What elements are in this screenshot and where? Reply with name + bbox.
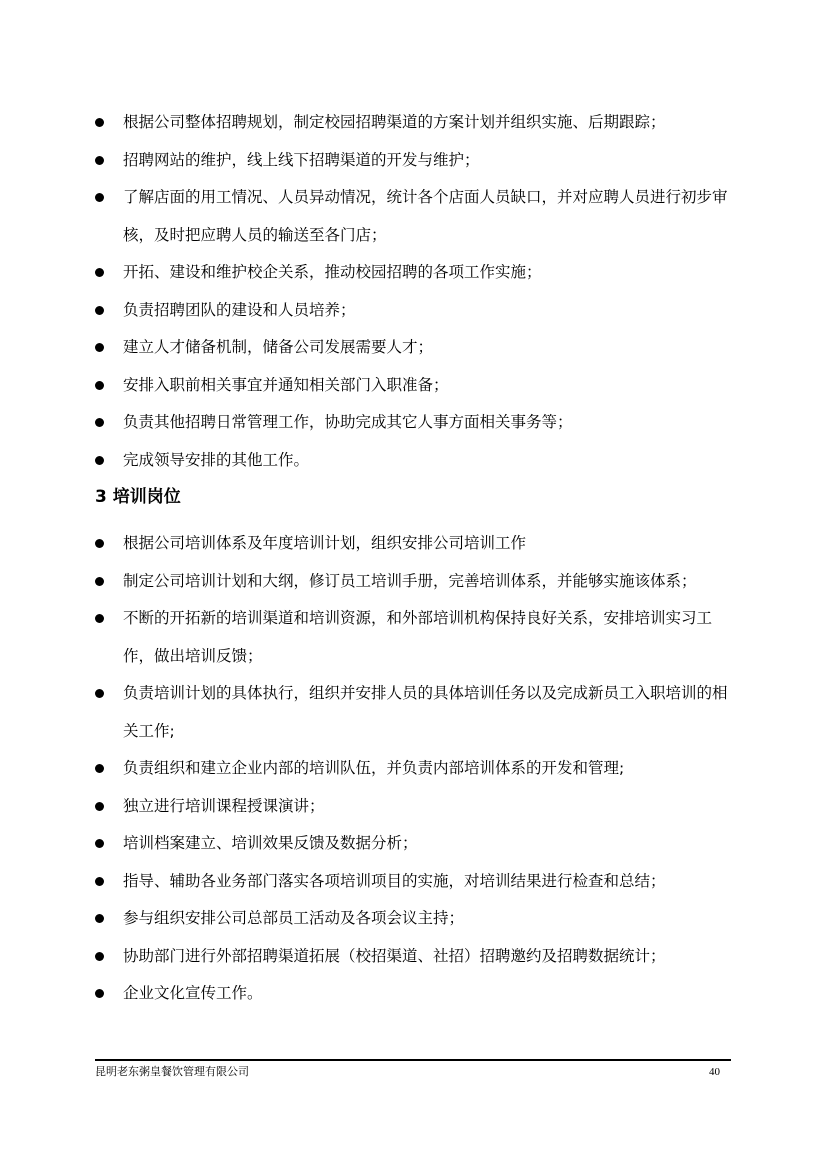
list-item [95,179,735,254]
bullet-icon [95,577,104,586]
list-item [95,900,735,938]
section-heading: 3 培训岗位 [95,487,181,507]
bullet-icon [95,839,104,848]
list-item-text: 负责组织和建立企业内部的培训队伍，并负责内部培训体系的开发和管理; [123,759,625,777]
bullet-icon [95,118,104,127]
list-item [95,329,735,367]
list-item [95,563,735,601]
list-item [95,863,735,901]
list-item-text: 开拓、建设和维护校企关系，推动校园招聘的各项工作实施； [123,263,542,281]
training-duties-list [95,525,735,1013]
list-item-text: 完成领导安排的其他工作。 [123,450,310,469]
bullet-icon [95,764,104,773]
list-item [95,292,735,330]
bullet-icon [95,802,104,811]
list-item [95,600,735,675]
page-number: 40 [709,1066,720,1078]
list-item [95,675,735,750]
list-item-text: 负责招聘团队的建设和人员培养； [123,300,356,319]
list-item [95,104,735,142]
list-item [95,442,735,480]
bullet-icon [95,343,104,352]
list-item [95,825,735,863]
list-item-text: 指导、辅助各业务部门落实各项培训项目的实施，对培训结果进行检查和总结； [123,871,666,890]
list-item-text: 独立进行培训课程授课演讲； [123,796,325,815]
list-item-text: 了解店面的用工情况、人员异动情况，统计各个店面人员缺口，并对应聘人员进行初步审核，及时把应聘人员的输送至各门店； [123,188,728,244]
footer-divider [95,1059,731,1061]
bullet-icon [95,689,104,698]
list-item-text: 招聘网站的维护，线上线下招聘渠道的开发与维护； [123,150,480,169]
bullet-icon [95,306,104,315]
list-item-text: 根据公司整体招聘规划，制定校园招聘渠道的方案计划并组织实施、后期跟踪； [123,113,666,131]
list-item-text: 参与组织安排公司总部员工活动及各项会议主持； [123,909,465,927]
list-item-text: 培训档案建立、培训效果反馈及数据分析； [123,834,418,852]
bullet-icon [95,877,104,886]
list-item [95,367,735,405]
bullet-icon [95,614,104,623]
list-item-text: 企业文化宣传工作。 [123,984,263,1002]
list-item [95,525,735,563]
list-item-text: 制定公司培训计划和大纲，修订员工培训手册，完善培训体系，并能够实施该体系； [123,571,697,590]
list-item-text: 不断的开拓新的培训渠道和培训资源，和外部培训机构保持良好关系，安排培训实习工作，做出培训反馈； [123,609,713,665]
list-item [95,788,735,826]
bullet-icon [95,193,104,202]
list-item-text: 负责培训计划的具体执行，组织并安排人员的具体培训任务以及完成新员工入职培训的相关工作; [123,684,728,740]
bullet-icon [95,456,104,465]
bullet-icon [95,156,104,165]
bullet-icon [95,914,104,923]
list-item-text: 协助部门进行外部招聘渠道拓展（校招渠道、社招）招聘邀约及招聘数据统计； [123,946,666,965]
bullet-icon [95,989,104,998]
list-item [95,254,735,292]
list-item-text: 安排入职前相关事宜并通知相关部门入职准备； [123,375,449,394]
list-item [95,750,735,788]
bullet-icon [95,381,104,390]
footer-company-name: 昆明老东粥皇餐饮管理有限公司 [95,1065,249,1078]
bullet-icon [95,952,104,961]
list-item [95,404,735,442]
bullet-icon [95,418,104,427]
list-item-text: 负责其他招聘日常管理工作，协助完成其它人事方面相关事务等； [123,413,573,431]
list-item-text: 根据公司培训体系及年度培训计划，组织安排公司培训工作 [123,534,527,552]
list-item [95,938,735,976]
bullet-icon [95,539,104,548]
list-item-text: 建立人才储备机制，储备公司发展需要人才； [123,338,434,356]
recruitment-duties-list [95,104,735,479]
list-item [95,142,735,180]
list-item [95,975,735,1013]
bullet-icon [95,268,104,277]
